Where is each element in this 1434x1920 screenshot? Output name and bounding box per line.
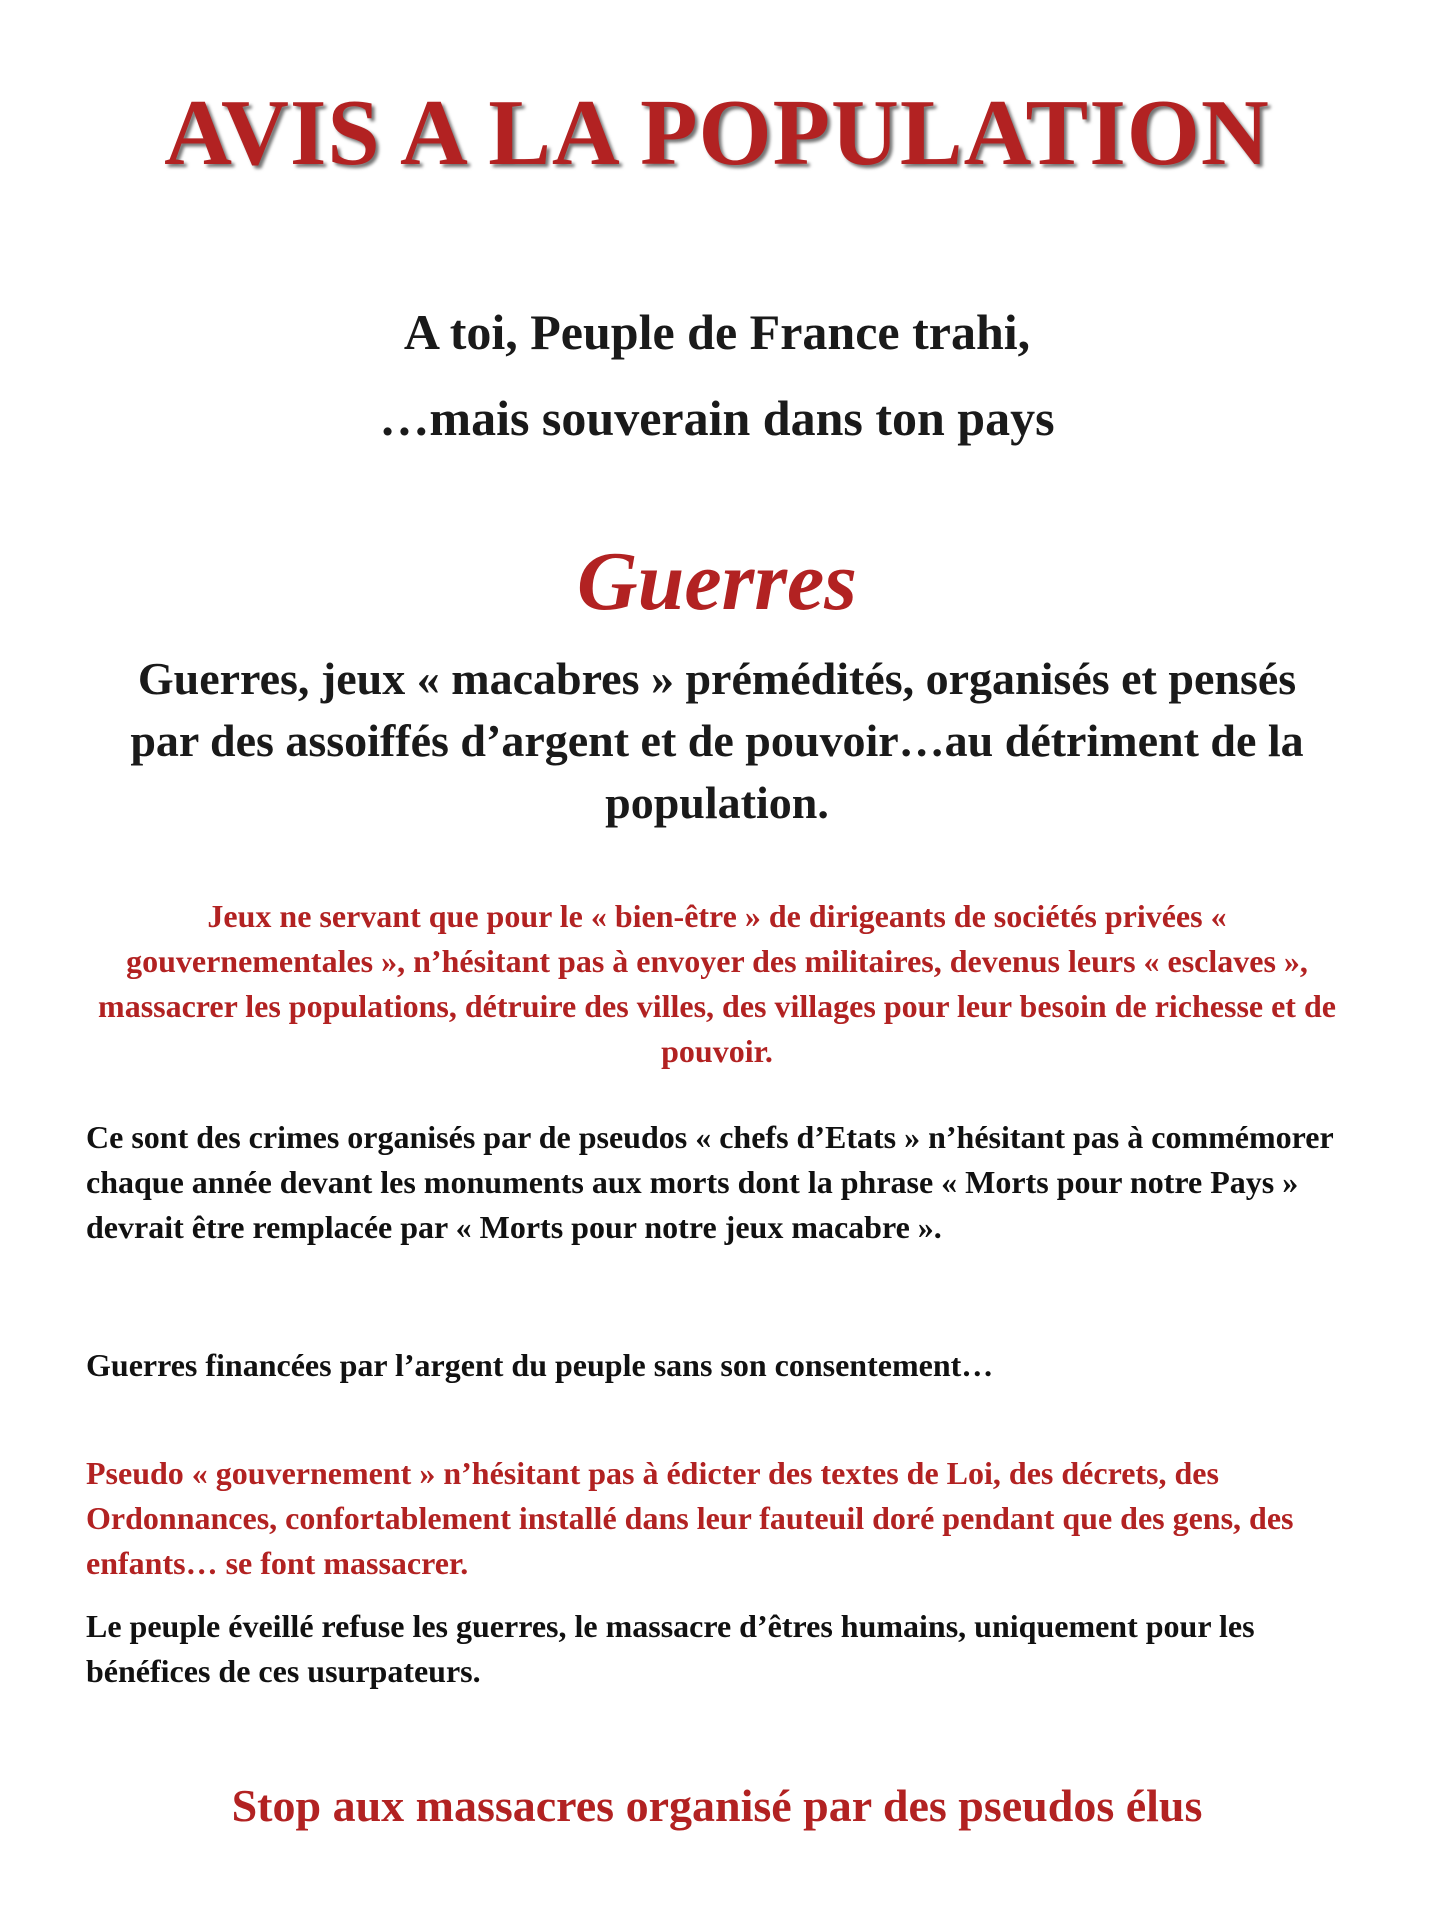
address-line-2: …mais souverain dans ton pays: [379, 390, 1055, 446]
notice-title: AVIS A LA POPULATION: [164, 81, 1270, 185]
paragraph-government: Pseudo « gouvernement » n’hésitant pas à édicter des textes de Loi, des décrets, des Ordonnances, confortablement installé dans leur fauteuil doré pendant que des gens, des enfants… se font massacrer.: [86, 1455, 1294, 1581]
address-line-1: A toi, Peuple de France trahi,: [403, 304, 1031, 360]
section-subtitle: Guerres: [576, 535, 857, 628]
lead-statement: Guerres, jeux « macabres » prémédités, organisés et pensés par des assoiffés d’argent et de pouvoir…au détriment de la population.: [130, 653, 1304, 828]
paragraph-financing: Guerres financées par l’argent du peuple sans son consentement…: [86, 1347, 994, 1383]
closing-slogan: Stop aux massacres organisé par des pseudos élus: [231, 1780, 1203, 1831]
paragraph-organized-crimes: Ce sont des crimes organisés par de pseudos « chefs d’Etats » n’hésitant pas à commémorer chaque année devant les monuments aux morts dont la phrase « Morts pour notre Pays » devrait être remplacée par « Morts pour notre jeux macabre ».: [86, 1119, 1334, 1245]
paragraph-private-interests: Jeux ne servant que pour le « bien-être » de dirigeants de sociétés privées « gouvernementales », n’hésitant pas à envoyer des militaires, devenus leurs « esclaves », massacrer les populations, détruire des villes, des villages pour leur besoin de richesse et de pouvoir.: [98, 898, 1336, 1069]
paragraph-awakened-people: Le peuple éveillé refuse les guerres, le massacre d’êtres humains, uniquement pour les bénéfices de ces usurpateurs.: [86, 1608, 1255, 1689]
